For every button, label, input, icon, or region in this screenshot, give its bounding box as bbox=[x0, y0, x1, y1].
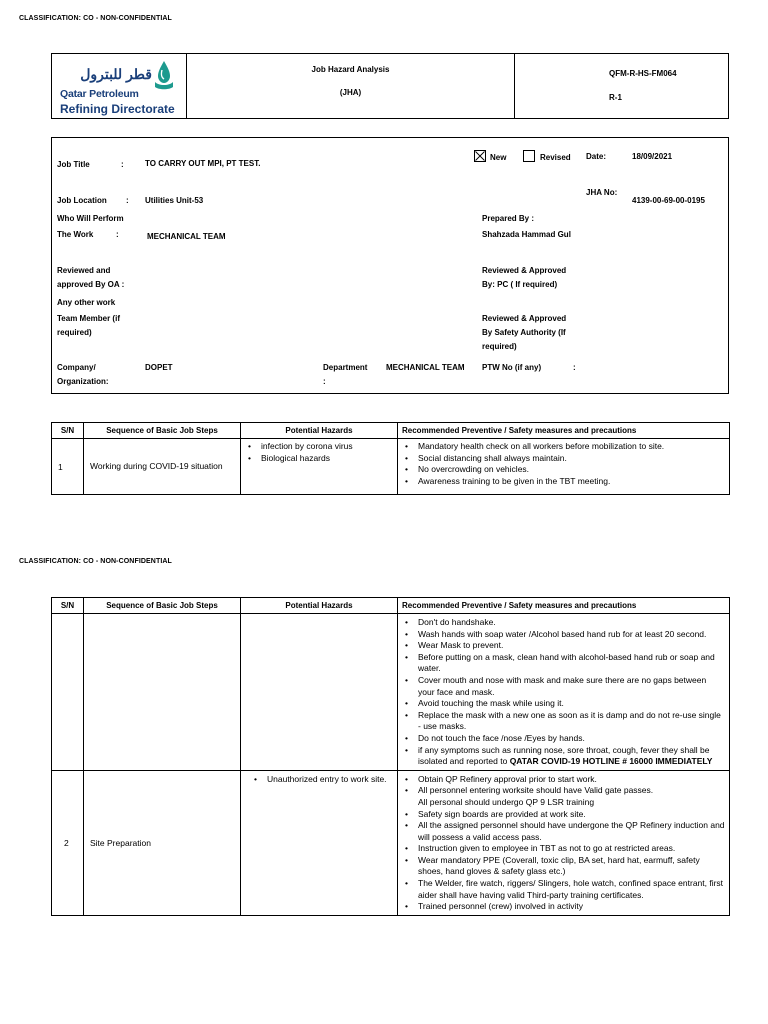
list-item: • The Welder, fire watch, riggers/ Slingers, hole watch, confined space entrant, first aider shall have having valid Third-party training certificates. bbox=[418, 878, 725, 901]
row-measures bbox=[398, 770, 730, 915]
who-perform-value[interactable]: MECHANICAL TEAM bbox=[147, 232, 226, 241]
table-header-row bbox=[52, 598, 730, 614]
row-hazards bbox=[241, 439, 398, 495]
col-hazards: Potential Hazards bbox=[241, 423, 398, 439]
table-header-row bbox=[52, 423, 730, 439]
classification-label: CLASSIFICATION: CO - NON-CONFIDENTIAL bbox=[19, 15, 172, 22]
ptw-label: PTW No (if any) bbox=[482, 363, 542, 372]
qatar-petroleum-logo bbox=[56, 58, 184, 116]
list-item: • Before putting on a mask, clean hand with alcohol-based hand rub or soap and water. bbox=[418, 652, 725, 675]
jha-no-value[interactable]: 4139-00-69-00-0195 bbox=[632, 196, 705, 205]
form-code: QFM-R-HS-FM064 bbox=[609, 69, 677, 78]
row-measures bbox=[398, 614, 730, 771]
revision-number: R-1 bbox=[609, 93, 622, 102]
job-location-value[interactable]: Utilities Unit-53 bbox=[145, 196, 204, 205]
list-item: • Avoid touching the mask while using it. bbox=[418, 698, 725, 710]
job-title-label: Job Title bbox=[57, 160, 90, 169]
row-sn bbox=[52, 614, 84, 771]
col-job-steps: Sequence of Basic Job Steps bbox=[84, 423, 241, 439]
date-label: Date: bbox=[586, 152, 607, 161]
list-item: • Don't do handshake. bbox=[418, 617, 725, 629]
list-item: • Awareness training to be given in the TBT meeting. bbox=[418, 476, 725, 488]
list-item: • No overcrowding on vehicles. bbox=[418, 464, 725, 476]
prepared-by-value[interactable]: Shahzada Hammad Gul bbox=[482, 230, 571, 239]
company-label-line1: Company/ bbox=[57, 363, 96, 372]
who-perform-label-line2: The Work bbox=[57, 230, 94, 239]
logo-arabic-text: قطر للبترول bbox=[80, 66, 152, 82]
hotline-number: QATAR COVID-19 HOTLINE # 16000 IMMEDIATELY bbox=[509, 756, 713, 767]
col-job-steps: Sequence of Basic Job Steps bbox=[84, 598, 241, 614]
col-measures: Recommended Preventive / Safety measures and precautions bbox=[398, 598, 730, 614]
reviewed-pc-label-line2: By: PC ( If required) bbox=[482, 280, 558, 289]
list-item: • Wear mandatory PPE (Coverall, toxic clip, BA set, hard hat, earmuff, safety shoes, hand gloves & safety glass etc.) bbox=[418, 855, 725, 878]
row-hazards bbox=[241, 614, 398, 771]
row-sn: 1 bbox=[52, 439, 84, 495]
list-item bbox=[418, 785, 725, 808]
list-item: • Wash hands with soap water /Alcohol based hand rub for at least 20 second. bbox=[418, 629, 725, 641]
hazard-table-1 bbox=[51, 422, 730, 495]
list-item: • Social distancing shall always maintain. bbox=[418, 453, 725, 465]
table-row bbox=[52, 439, 730, 495]
list-item: • Replace the mask with a new one as soon as it is damp and do not re-use single - use masks. bbox=[418, 710, 725, 733]
reviewed-pc-label-line1: Reviewed & Approved bbox=[482, 266, 567, 275]
job-title-value[interactable]: TO CARRY OUT MPI, PT TEST. bbox=[145, 159, 261, 168]
reviewed-sa-label-line2: By Safety Authority (If bbox=[482, 328, 566, 337]
list-item: • Safety sign boards are provided at work site. bbox=[418, 809, 725, 821]
qp-emblem-icon bbox=[151, 60, 177, 90]
table-row bbox=[52, 614, 730, 771]
list-item: • Instruction given to employee in TBT as not to go at restricted areas. bbox=[418, 843, 725, 855]
table-row bbox=[52, 770, 730, 915]
row-hazards bbox=[241, 770, 398, 915]
company-label-line2: Organization: bbox=[57, 377, 109, 386]
team-member-label-line1: Team Member (if bbox=[57, 314, 120, 323]
list-item-text: All personal should undergo QP 9 LSR training bbox=[418, 796, 595, 807]
col-measures: Recommended Preventive / Safety measures and precautions bbox=[398, 423, 730, 439]
document-title: Job Hazard Analysis bbox=[311, 65, 390, 74]
row-step bbox=[84, 614, 241, 771]
reviewed-oa-label-line2: approved By OA : bbox=[57, 280, 125, 289]
hotline-text: if any symptoms such as running nose, sore throat, cough, fever they shall be isolated and reported to bbox=[418, 744, 710, 767]
row-sn: 2 bbox=[52, 770, 84, 915]
prepared-by-label: Prepared By : bbox=[482, 214, 535, 223]
list-item-text: All personnel entering worksite should have Valid gate passes. bbox=[418, 785, 654, 796]
reviewed-oa-label-line1: Reviewed and bbox=[57, 266, 111, 275]
list-item: • infection by corona virus bbox=[261, 441, 393, 453]
job-info-panel bbox=[51, 137, 729, 394]
col-hazards: Potential Hazards bbox=[241, 598, 398, 614]
document-header bbox=[51, 53, 729, 119]
who-perform-label-line1: Who Will Perform bbox=[57, 214, 124, 223]
list-item: • Wear Mask to prevent. bbox=[418, 640, 725, 652]
list-item: • Mandatory health check on all workers before mobilization to site. bbox=[418, 441, 725, 453]
reviewed-sa-label-line3: required) bbox=[482, 342, 517, 351]
document-subtitle: (JHA) bbox=[339, 88, 362, 97]
revised-label: Revised bbox=[540, 153, 571, 162]
company-value[interactable]: DOPET bbox=[145, 363, 173, 372]
date-value[interactable]: 18/09/2021 bbox=[632, 152, 673, 161]
row-step: Site Preparation bbox=[84, 770, 241, 915]
list-item: • Obtain QP Refinery approval prior to start work. bbox=[418, 774, 725, 786]
other-work-label: Any other work bbox=[57, 298, 116, 307]
row-step: Working during COVID-19 situation bbox=[84, 439, 241, 495]
job-location-label: Job Location bbox=[57, 196, 107, 205]
list-item: • All the assigned personnel should have undergone the QP Refinery induction and will possess a valid access pass. bbox=[418, 820, 725, 843]
classification-label-page2: CLASSIFICATION: CO - NON-CONFIDENTIAL bbox=[19, 558, 172, 565]
new-checkbox[interactable] bbox=[474, 150, 486, 162]
logo-company-name: Qatar Petroleum bbox=[60, 88, 139, 100]
list-item: • Do not touch the face /nose /Eyes by hands. bbox=[418, 733, 725, 745]
hazard-table-2 bbox=[51, 597, 730, 916]
new-label: New bbox=[490, 153, 507, 162]
team-member-label-line2: required) bbox=[57, 328, 92, 337]
checked-x-icon bbox=[475, 151, 485, 161]
list-item: • Cover mouth and nose with mask and make sure there are no gaps between your face and mask. bbox=[418, 675, 725, 698]
reviewed-sa-label-line1: Reviewed & Approved bbox=[482, 314, 567, 323]
department-value[interactable]: MECHANICAL TEAM bbox=[386, 363, 465, 372]
list-item bbox=[418, 745, 725, 768]
jha-no-label: JHA No: bbox=[586, 188, 618, 197]
col-sn: S/N bbox=[52, 598, 84, 614]
department-label: Department bbox=[323, 363, 368, 372]
revised-checkbox[interactable] bbox=[523, 150, 535, 162]
list-item: • Unauthorized entry to work site. bbox=[267, 774, 393, 786]
row-measures bbox=[398, 439, 730, 495]
list-item: • Trained personnel (crew) involved in activity bbox=[418, 901, 725, 913]
logo-directorate: Refining Directorate bbox=[60, 102, 175, 116]
col-sn: S/N bbox=[52, 423, 84, 439]
list-item: • Biological hazards bbox=[261, 453, 393, 465]
